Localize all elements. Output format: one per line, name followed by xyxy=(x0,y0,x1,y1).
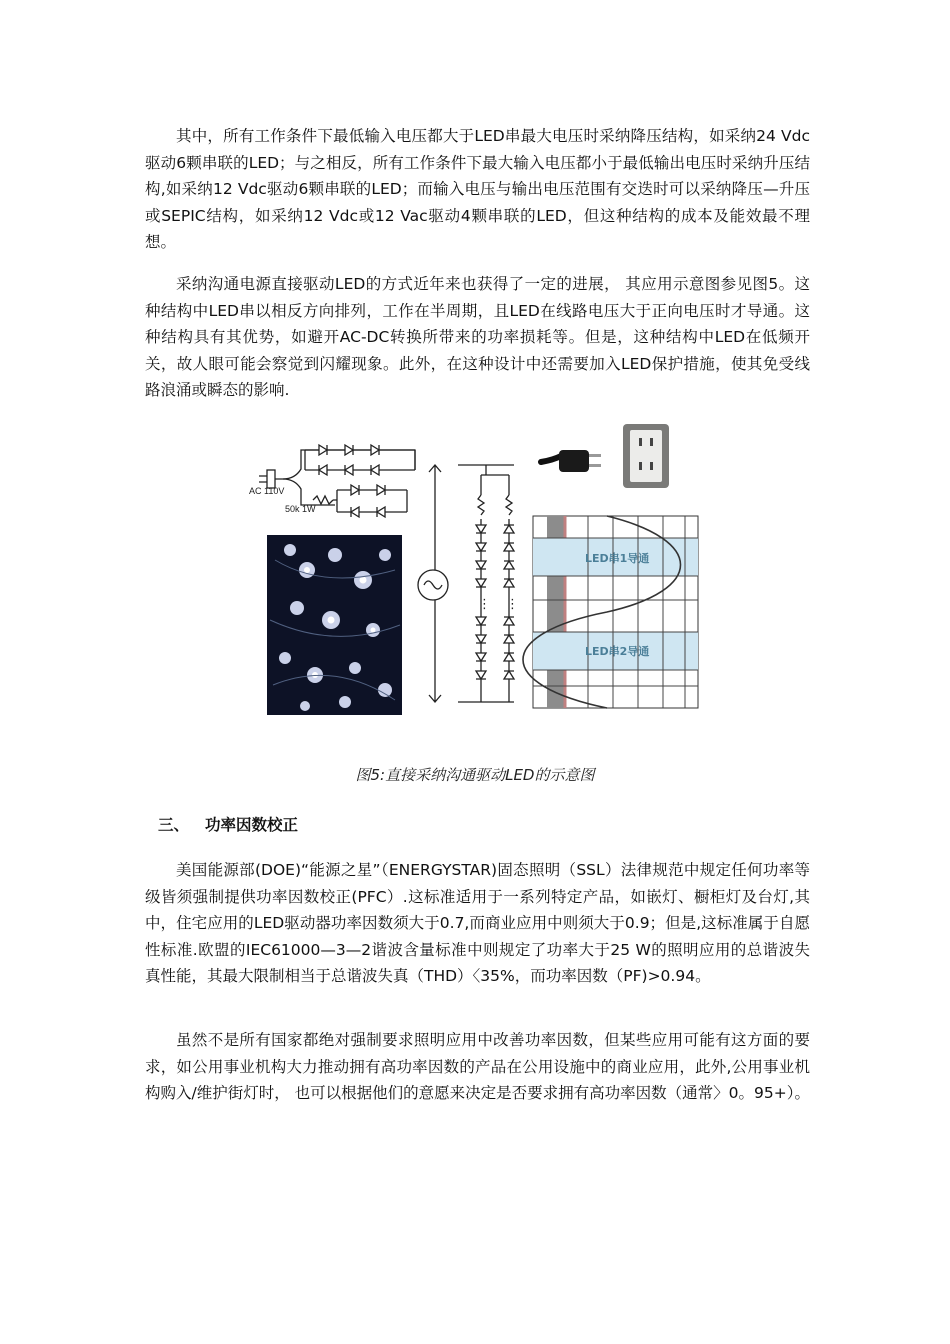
section-number: 三、 xyxy=(158,816,190,834)
waveform-grid xyxy=(523,516,698,708)
figure-5 xyxy=(245,420,705,720)
section-title: 功率因数校正 xyxy=(205,816,299,834)
band1-label: LED串1导通 xyxy=(585,552,650,565)
figure-caption: 图5:直接采纳沟通驱动LED的示意图 xyxy=(355,766,595,784)
paragraph-4: 虽然不是所有国家都绝对强制要求照明应用中改善功率因数，但某些应用可能有这方面的要求，如公用事业机构大力推动拥有高功率因数的产品在公用设施中的商业应用，此外,公用事业机构购入/维护街灯时， 也可以根据他们的意愿来决定是否要求拥有高功率因数（通常〉0。95+）。 xyxy=(145,1031,810,1102)
section-heading xyxy=(158,813,314,835)
diode-strings xyxy=(418,465,514,702)
paragraph-1: 其中，所有工作条件下最低输入电压都大于LED串最大电压时采纳降压结构，如采纳24 Vdc驱动6颗串联的LED；与之相反，所有工作条件下最大输入电压都小于最低输出电压时采纳升压结构,如采纳12 Vdc驱动6颗串联的LED；而输入电压与输出电压范围有交迭时可以采纳降压—升压或SEPIC结构，如采纳12 Vdc或12 Vac驱动4颗串联的LED，但这种结构的成本及能效最不理想。 xyxy=(145,127,810,251)
ellipsis-left: ⋮ xyxy=(478,597,491,612)
plug-outlet-photo xyxy=(541,424,669,488)
band2-label: LED串2导通 xyxy=(585,645,650,658)
resistor-label: 50k 1W xyxy=(285,504,316,514)
paragraph-2: 采纳沟通电源直接驱动LED的方式近年来也获得了一定的进展， 其应用示意图参见图5。这种结构中LED串以相反方向排列，工作在半周期，且LED在线路电压大于正向电压时才导通。这种结构具有其优势，如避开AC-DC转换所带来的功率损耗等。但是，这种结构中LED在低频开关，故人眼可能会察觉到闪耀现象。此外，在这种设计中还需要加入LED保护措施，使其免受线路浪涌或瞬态的影响. xyxy=(145,275,810,399)
circuit-diagram xyxy=(259,445,415,517)
led-string-photo xyxy=(267,535,402,715)
ellipsis-right: ⋮ xyxy=(506,597,519,612)
paragraph-3: 美国能源部(DOE)“能源之星”（ENERGYSTAR)固态照明（SSL）法律规范中规定任何功率等级皆须强制提供功率因数校正(PFC）.这标准适用于一系列特定产品，如嵌灯、橱柜灯及台灯,其中，住宅应用的LED驱动器功率因数须大于0.7,而商业应用中则须大于0.9；但是,这标准属于自愿性标准.欧盟的IEC61000—3—2谐波含量标准中则规定了功率大于25 W的照明应用的总谐波失真性能，其最大限制相当于总谐波失真（THD）〈35%，而功率因数（PF)>0.94。 xyxy=(145,861,810,985)
ac-label: AC 110V xyxy=(249,486,285,496)
